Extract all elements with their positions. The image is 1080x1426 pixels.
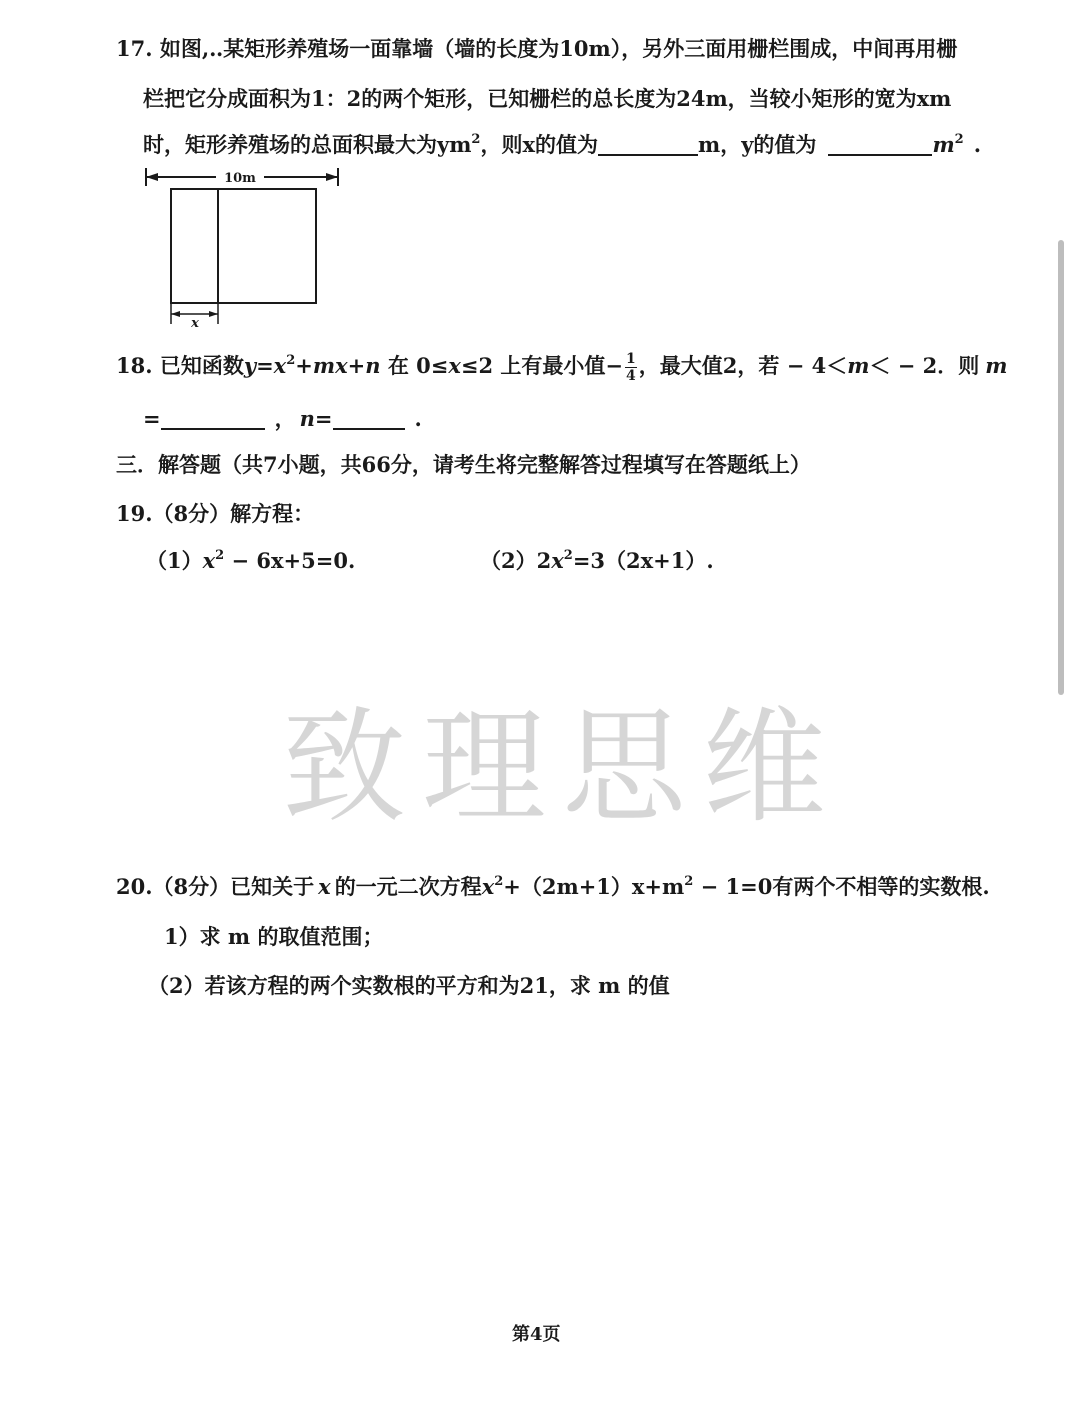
- q18-func-plus-2: +: [347, 353, 366, 378]
- q18-line-1: [116, 352, 1008, 383]
- q20-equation-intro: 的一元二次方程: [334, 874, 482, 899]
- section-3-title: 三．解答题（共7小题，共66分，请考生将完整解答过程填写在答题纸上）: [116, 452, 811, 477]
- q18-var-n: n: [299, 406, 315, 431]
- q19-part-2: $(2)2x^2=3(2x+1)$.: [480, 548, 714, 573]
- q18-frac-num: 1: [626, 351, 636, 367]
- q17-line-1: 17. 如图,‥某矩形养殖场一面靠墙（墙的长度为10m），另外三面用栅栏围成，中间再用栅: [116, 36, 958, 61]
- vertical-scrollbar[interactable]: [1058, 240, 1064, 695]
- q18-range-b: ≤2 上有最小值−: [460, 353, 624, 378]
- q18-func-m: m: [312, 353, 336, 378]
- q18-n-equals: =: [314, 406, 333, 431]
- q17-line-3-y-text: m，y的值为: [698, 132, 817, 157]
- q17-line-3-x-text: ，则x的值为: [480, 132, 598, 157]
- q18-cond-end: ＜ − 2．则: [869, 353, 980, 378]
- q17-line-2: 栏把它分成面积为1：2的两个矩形，已知栅栏的总长度为24m，当较小矩形的宽为xm: [143, 86, 952, 111]
- page-number: 第4页: [512, 1324, 561, 1345]
- q20-equation-end: − 1=0有两个不相等的实数根.: [693, 874, 990, 899]
- q19-part-1-label: （1）: [146, 548, 203, 573]
- q17-figure: [138, 164, 348, 330]
- q17-figure-top-label: 10m: [224, 171, 256, 186]
- q18-fraction: [625, 352, 637, 383]
- q18-func-x-2: x: [335, 353, 348, 378]
- q19-part-2-label: （2）: [480, 548, 537, 573]
- q17-figure-bottom-label: x: [191, 316, 199, 330]
- q18-range-a: 在 0≤: [380, 353, 449, 378]
- q18-m-equals: =: [143, 406, 161, 431]
- q17-period: .: [973, 132, 982, 157]
- q18-var-m-1: m: [847, 353, 870, 378]
- q18-var-m-2: m: [985, 353, 1008, 378]
- q18-func-x: x: [273, 353, 287, 378]
- q18-var-x: x: [448, 353, 461, 378]
- q17-unit: m: [932, 132, 955, 157]
- q20-equation-mid: +（2m+1）x+m: [503, 874, 685, 899]
- q18-n-answer-blank[interactable]: [333, 410, 405, 430]
- q18-line-2: [143, 408, 422, 430]
- q18-func-eq: =: [256, 353, 274, 378]
- q18-comma: ，: [274, 406, 296, 431]
- q18-func-y: y: [243, 353, 257, 378]
- q17-x-answer-blank[interactable]: [598, 136, 698, 156]
- q17-y-answer-blank[interactable]: [828, 136, 932, 156]
- q18-max-text: ，最大值2，若 − 4＜: [638, 353, 848, 378]
- q17-line-3-text: 时，矩形养殖场的总面积最大为ym: [143, 132, 472, 157]
- q20-line-1: 20.（8分）已知关于 x 的一元二次方程$x^2+(2m+1)x+m^2 - 1=0$有两个不相等的实数根.: [116, 874, 990, 899]
- q19-part-2-equation: =3（2x+1）.: [572, 548, 714, 573]
- q19-part-1-equation: − 6x+5=0.: [224, 548, 356, 573]
- q19-part-1: $(1)x^2 - 6x+5=0$.: [146, 548, 356, 573]
- q18-frac-den: 4: [626, 368, 636, 384]
- q17-line-3: 时，矩形养殖场的总面积最大为$ym^2$，则x的值为 m，y的值为 $m^2$ .: [143, 132, 982, 157]
- q18-func-plus-1: +: [295, 353, 313, 378]
- q18-intro: 18. 已知函数: [116, 353, 244, 378]
- q19-title: 19.（8分）解方程：: [116, 501, 315, 526]
- q20-part-2: （2）若该方程的两个实数根的平方和为21，求 m 的值: [148, 973, 670, 998]
- q20-intro: 20.（8分）已知关于: [116, 874, 315, 899]
- q18-m-answer-blank[interactable]: [161, 410, 265, 430]
- q20-part-1: 1）求 m 的取值范围；: [164, 924, 384, 949]
- q18-func-square: 2: [286, 353, 296, 368]
- q18-period: .: [414, 406, 422, 431]
- watermark: 致理思维: [282, 696, 843, 840]
- q18-func-n: n: [365, 353, 381, 378]
